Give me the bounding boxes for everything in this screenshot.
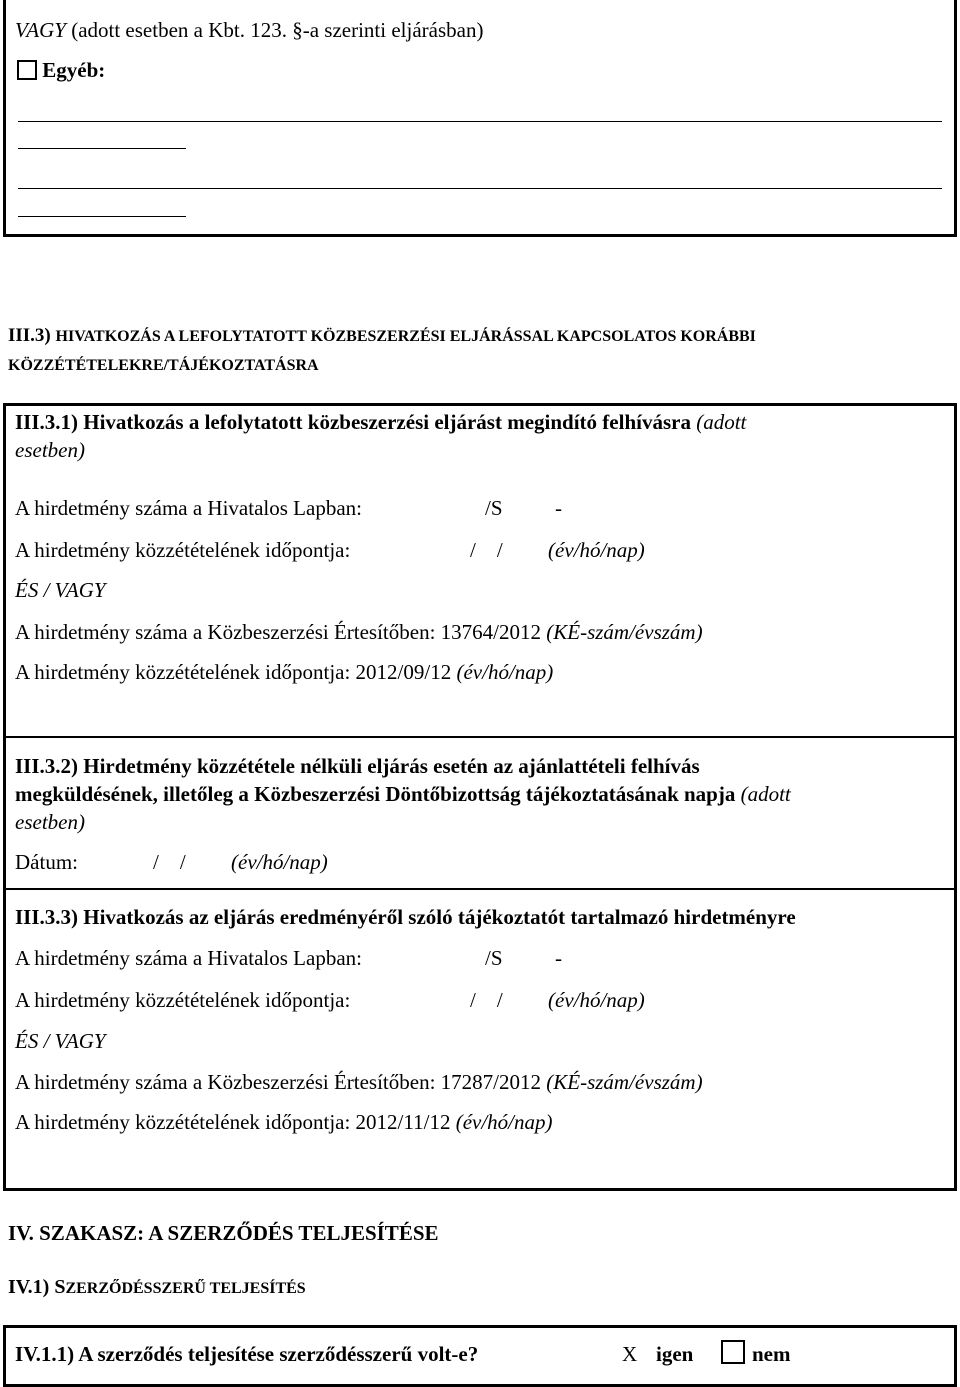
s331-ke-unit: (KÉ-szám/évszám) [541,620,703,644]
s331-date-label: A hirdetmény közzétételének időpontja: [15,538,351,562]
section-iii3-heading [8,326,756,345]
s333-hl-value[interactable]: /S [485,946,503,970]
iv11-yes-mark[interactable]: X [622,1342,638,1366]
top-option-text: (adott esetben a Kbt. 123. §-a szerinti eljárásban) [65,18,484,42]
s331-ke-date-unit: (év/hó/nap) [451,660,554,684]
other-fill-line-2 [18,148,186,149]
s332-date-label: Dátum: [15,850,78,874]
s331-es-vagy: ÉS / VAGY [15,578,106,602]
s331-hl-label: A hirdetmény száma a Hivatalos Lapban: [15,496,362,520]
heading-text-line1: HIVATKOZÁS A LEFOLYTATOTT KÖZBESZERZÉSI ELJÁRÁSSAL KAPCSOLATOS KORÁBBI [55,328,756,345]
top-option-line [15,20,483,41]
iv1-cap: S [54,1276,66,1298]
other-fill-line-4 [18,216,186,217]
s331-title [15,412,746,433]
other-label: Egyéb: [42,58,106,82]
iv11-no-label: nem [752,1342,791,1366]
s331-hl-value[interactable]: /S [485,496,503,520]
s333-hl-label: A hirdetmény száma a Hivatalos Lapban: [15,946,362,970]
s332-title-note: (adott [735,782,791,806]
other-fill-line-1 [18,121,942,122]
s332-title-line1: III.3.2) Hirdetmény közzététele nélküli eljárás esetén az ajánlattételi felhívás [15,754,700,778]
s333-ke-line [15,1072,703,1093]
iv1-rest1: ZERZŐDÉSSZERŰ [65,1280,210,1297]
iv11-no-checkbox[interactable] [721,1340,745,1367]
s333-hl-dash: - [555,946,562,970]
s331-ke-date-line [15,662,553,683]
s331-title-text: III.3.1) Hivatkozás a lefolytatott közbeszerzési eljárást megindító felhívásra [15,410,691,434]
other-fill-line-3 [18,188,942,189]
s333-ke-unit: (KÉ-szám/évszám) [541,1070,703,1094]
s333-date-unit: (év/hó/nap) [548,988,645,1012]
section-iv-heading: IV. SZAKASZ: A SZERZŐDÉS TELJESÍTÉSE [8,1221,439,1245]
divider-331-332 [3,736,957,738]
iv1-number: IV.1) [8,1276,55,1298]
s333-title: III.3.3) Hivatkozás az eljárás eredményéről szóló tájékoztatót tartalmazó hirdetményre [15,905,796,929]
iv11-question: IV.1.1) A szerződés teljesítése szerződésszerű volt-e? [15,1342,479,1366]
s332-title-line2 [15,784,791,805]
s333-ke-date-label: A hirdetmény közzétételének időpontja: 2012/11/12 [15,1110,451,1134]
s331-ke-date-label: A hirdetmény közzétételének időpontja: 2012/09/12 [15,660,452,684]
s332-title-note2: esetben) [15,810,85,834]
other-option [17,60,105,81]
s331-date-unit: (év/hó/nap) [548,538,645,562]
other-checkbox[interactable] [17,60,37,80]
s331-ke-line [15,622,703,643]
s331-title-note2: esetben) [15,438,85,462]
s333-ke-date-unit: (év/hó/nap) [450,1110,553,1134]
divider-332-333 [3,888,957,890]
section-iv1-heading [8,1277,306,1297]
section-iii3-heading-line2: KÖZZÉTÉTELEKRE/TÁJÉKOZTATÁSRA [8,357,319,374]
iv1-rest2: TELJESÍTÉS [209,1280,306,1297]
s333-ke-label: A hirdetmény száma a Közbeszerzési Értesítőben: 17287/2012 [15,1070,542,1094]
s332-date-unit: (év/hó/nap) [231,850,328,874]
s332-date-value[interactable]: / / [153,850,186,874]
heading-number: III.3) [8,325,56,346]
s331-date-value[interactable]: / / [470,538,503,562]
s331-hl-dash: - [555,496,562,520]
s333-date-label: A hirdetmény közzétételének időpontja: [15,988,351,1012]
s332-title-line2-text: megküldésének, illetőleg a Közbeszerzési Döntőbizottság tájékoztatásának napja [15,782,736,806]
s333-es-vagy: ÉS / VAGY [15,1029,106,1053]
vagy-label: VAGY [15,18,66,42]
s331-title-note: (adott [690,410,747,434]
s331-ke-label: A hirdetmény száma a Közbeszerzési Értesítőben: 13764/2012 [15,620,542,644]
s333-ke-date-line [15,1112,553,1133]
s333-date-value[interactable]: / / [470,988,503,1012]
iv11-yes-label: igen [656,1342,694,1366]
